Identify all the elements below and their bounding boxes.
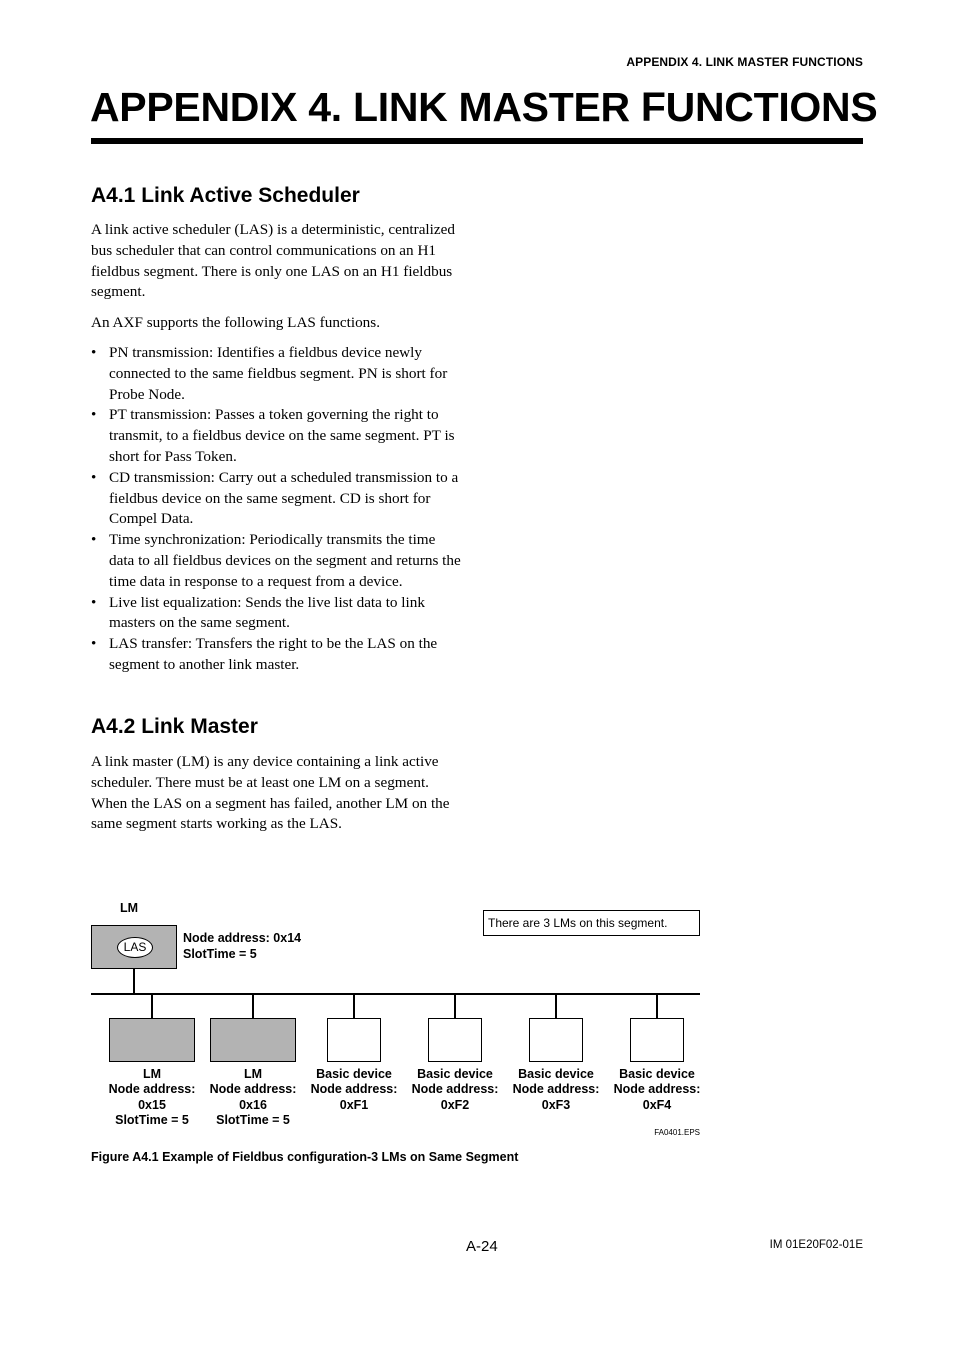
- drop-line: [151, 995, 153, 1019]
- node-address-label: Node address:: [209, 1082, 297, 1097]
- node-label-basic-0xf1: [304, 1067, 404, 1113]
- title-rule: [91, 138, 863, 144]
- node-address-label: Node address:: [512, 1082, 600, 1097]
- las-oval: LAS: [117, 937, 153, 958]
- section-heading-a4-2: A4.2 Link Master: [91, 715, 258, 738]
- node-type: LM: [142, 1067, 162, 1081]
- node-type: Basic device: [316, 1067, 392, 1081]
- list-item-text: Live list equalization: Sends the live list data to link masters on the same segment.: [109, 593, 425, 632]
- figure-caption: Figure A4.1 Example of Fieldbus configuration-3 LMs on Same Segment: [91, 1150, 519, 1164]
- node-address-value: 0xF1: [339, 1097, 369, 1112]
- fieldbus-segment-line: [91, 993, 700, 995]
- section2-paragraph-1: A link master (LM) is any device containing a link active scheduler. There must be at least one LM on a segment. When the LAS on a segment has failed, another LM on the same segment starts working as the LAS.: [91, 753, 450, 833]
- drop-line: [656, 995, 658, 1019]
- node-address-label: Node address:: [411, 1082, 499, 1097]
- node-address-label: Node address:: [310, 1082, 398, 1097]
- list-item: • LAS transfer: Transfers the right to be the LAS on the segment to another link master.: [91, 635, 438, 673]
- section1-paragraph-1: A link active scheduler (LAS) is a deterministic, centralized bus scheduler that can control communications on an H1 fieldbus segment. There is only one LAS on an H1 fieldbus segment.: [91, 221, 455, 301]
- node-label-lm-0x16: [203, 1067, 303, 1129]
- list-item: • Time synchronization: Periodically transmits the time data to all fieldbus devices on the segment and returns the time data in response to a request from a device.: [91, 531, 461, 590]
- node-label-basic-0xf2: [405, 1067, 505, 1113]
- node-address-value: 0xF3: [541, 1097, 571, 1112]
- node-type: Basic device: [518, 1067, 594, 1081]
- node-address-label: Node address:: [108, 1082, 196, 1097]
- list-item: • Live list equalization: Sends the live list data to link masters on the same segment.: [91, 593, 425, 632]
- list-item-text: Time synchronization: Periodically transmits the time data to all fieldbus devices on the segment and returns the time data in response to a request from a device.: [109, 531, 461, 590]
- drop-line: [555, 995, 557, 1019]
- node-label-lm-0x15: [102, 1067, 202, 1129]
- section1-paragraph-2: An AXF supports the following LAS functions.: [91, 314, 380, 331]
- list-item: • PT transmission: Passes a token governing the right to transmit, to a fieldbus device on the same segment. PT is short for Pass Token.: [91, 406, 455, 465]
- las-node-info: [183, 931, 301, 962]
- section-heading-a4-1: A4.1 Link Active Scheduler: [91, 184, 360, 207]
- node-address-value: 0x15: [138, 1097, 166, 1112]
- node-address-label: Node address:: [613, 1082, 701, 1097]
- list-item-text: PT transmission: Passes a token governing the right to transmit, to a fieldbus device on the same segment. PT is short for Pass Token.: [109, 406, 455, 465]
- node-slottime: SlotTime = 5: [216, 1113, 290, 1128]
- las-slottime: SlotTime = 5: [183, 946, 257, 961]
- node-label-basic-0xf3: [506, 1067, 606, 1113]
- list-item: • PN transmission: Identifies a fieldbus device newly connected to the same fieldbus segment. PN is short for Probe Node.: [91, 344, 448, 403]
- node-type: LM: [243, 1067, 263, 1081]
- chapter-title: APPENDIX 4. LINK MASTER FUNCTIONS: [90, 84, 878, 130]
- las-functions-list: [91, 343, 461, 676]
- las-drop-line: [133, 969, 135, 995]
- figure-file-ref: FA0401.EPS: [654, 1128, 700, 1137]
- las-lm-label: LM: [120, 901, 139, 915]
- list-item: • CD transmission: Carry out a scheduled transmission to a fieldbus device on the same segment. CD is short for Compel Data.: [91, 468, 459, 528]
- node-address-value: 0xF2: [440, 1097, 470, 1112]
- node-address-value: 0xF4: [642, 1097, 672, 1112]
- node-address-value: 0x16: [239, 1097, 267, 1112]
- document-id: IM 01E20F02-01E: [769, 1239, 863, 1251]
- lm-device-box: [210, 1018, 296, 1062]
- list-item-text: CD transmission: Carry out a scheduled transmission to a fieldbus device on the same segment. CD is short for Compel Data.: [109, 468, 459, 528]
- las-node-address: Node address: 0x14: [183, 931, 302, 945]
- drop-line: [454, 995, 456, 1019]
- basic-device-box: [630, 1018, 684, 1062]
- list-item-text: PN transmission: Identifies a fieldbus device newly connected to the same fieldbus segment. PN is short for Probe Node.: [109, 344, 448, 403]
- lm-device-box: [109, 1018, 195, 1062]
- node-type: Basic device: [417, 1067, 493, 1081]
- basic-device-box: [327, 1018, 381, 1062]
- drop-line: [252, 995, 254, 1019]
- basic-device-box: [529, 1018, 583, 1062]
- drop-line: [353, 995, 355, 1019]
- node-label-basic-0xf4: [607, 1067, 707, 1113]
- page-number: A-24: [466, 1238, 498, 1255]
- lm-count-note: There are 3 LMs on this segment.: [483, 910, 700, 936]
- node-type: Basic device: [619, 1067, 695, 1081]
- node-slottime: SlotTime = 5: [115, 1113, 189, 1128]
- list-item-text: LAS transfer: Transfers the right to be the LAS on the segment to another link master.: [109, 635, 438, 673]
- las-device-box: [91, 925, 177, 969]
- basic-device-box: [428, 1018, 482, 1062]
- running-head: APPENDIX 4. LINK MASTER FUNCTIONS: [626, 55, 863, 69]
